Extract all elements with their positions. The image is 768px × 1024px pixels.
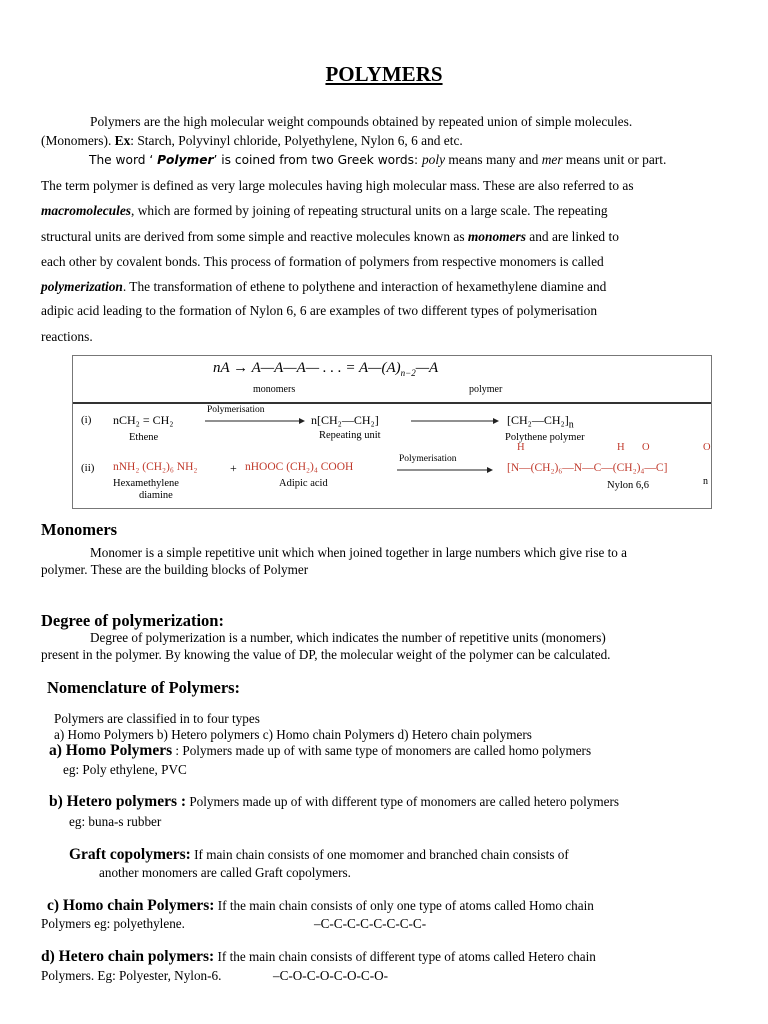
nomenclature-heading: Nomenclature of Polymers:	[47, 678, 241, 697]
repeating-unit-formula: n[CH₂—CH₂]	[311, 413, 379, 427]
general-equation-end: —A	[415, 360, 439, 376]
diamine-label: diamine	[139, 490, 173, 501]
intro-text: The word ‘	[89, 153, 158, 167]
hetero-polymers-example: eg: buna-s rubber	[69, 814, 162, 829]
hetero-chain-text: If the main chain consists of different type of atoms called Hetero chain	[214, 949, 596, 964]
poly-term: poly	[421, 152, 446, 167]
para2-line-5	[41, 279, 606, 295]
para2-text: and are linked to	[525, 229, 619, 244]
repeating-unit-label: Repeating unit	[319, 430, 381, 441]
macromolecules-term: macromolecules	[41, 203, 132, 218]
para2-line-4: each other by covalent bonds. This process of formation of polymers from respective monomers is called	[41, 254, 604, 269]
polymerization-term: polymerization	[41, 279, 123, 294]
general-equation-row	[73, 356, 711, 404]
para2-line-2	[41, 203, 608, 219]
para2-line-6: adipic acid leading to the formation of Nylon 6, 6 are examples of two different types of polymerisation	[41, 303, 598, 318]
monomers-line-1: Monomer is a simple repetitive unit which when joined together in large numbers which give rise to a	[90, 545, 628, 560]
reactions-row	[73, 404, 711, 504]
dp-line-2: present in the polymer. By knowing the value of DP, the molecular weight of the polymer can be calculated.	[41, 647, 611, 662]
monomers-line-2: polymer. These are the building blocks of Polymer	[41, 562, 309, 577]
dp-heading: Degree of polymerization:	[41, 611, 224, 630]
arrow-3-icon	[397, 465, 493, 475]
graft-copolymers-heading: Graft copolymers:	[69, 846, 191, 863]
polymer-term: Polymer	[157, 153, 214, 167]
polythene-unit: [CH₂—CH₂]	[507, 413, 569, 427]
general-equation-subscript: n−2	[400, 368, 416, 378]
hetero-chain-structure: –C-O-C-O-C-O-C-O-	[273, 968, 389, 983]
intro-text: (Monomers).	[41, 133, 115, 148]
homo-chain-heading: c) Homo chain Polymers:	[47, 897, 215, 914]
polymer-label: polymer	[469, 384, 503, 395]
nylon-n: n	[703, 476, 708, 487]
reaction-2-number: (ii)	[81, 462, 95, 474]
ethene-formula: nCH₂ = CH₂	[113, 413, 174, 427]
adipic-acid-formula: nHOOC (CH₂)₄ COOH	[245, 461, 354, 473]
reaction-1-number: (i)	[81, 414, 92, 426]
dp-line-1: Degree of polymerization is a number, which indicates the number of repetitive units (monomers)	[90, 630, 606, 645]
polythene-formula	[507, 413, 574, 430]
ethene-label: Ethene	[129, 432, 159, 443]
para2-text: , which are formed by joining of repeating structural units on a large scale. The repeating	[131, 203, 608, 218]
intro-text: means unit or part.	[562, 152, 667, 167]
hetero-chain-definition	[41, 948, 596, 966]
page-title: POLYMERS	[325, 62, 443, 86]
nomenclature-line-1: Polymers are classified in to four types	[54, 711, 260, 726]
homo-chain-line-2: Polymers eg: polyethylene.	[41, 916, 185, 931]
intro-line-3	[89, 152, 666, 168]
hetero-polymers-definition	[49, 793, 619, 811]
polymerisation-label-1: Polymerisation	[207, 405, 265, 415]
hexamethylene-diamine-formula: nNH₂ (CH₂)₆ NH₂	[113, 461, 198, 473]
graft-copolymers-line-2: another monomers are called Graft copolymers.	[99, 865, 351, 880]
monomers-term: monomers	[467, 229, 526, 244]
para2-line-3	[41, 229, 619, 245]
adipic-acid-label: Adipic acid	[279, 478, 328, 489]
nylon-label: Nylon 6,6	[607, 480, 649, 491]
monomers-label: monomers	[253, 384, 296, 395]
o-atom-1: O	[642, 442, 650, 453]
example-label: Ex	[114, 133, 131, 148]
general-equation-text: nA → A—A—A— . . . = A—(A)	[213, 360, 401, 376]
reaction-figure	[72, 355, 712, 509]
monomers-heading: Monomers	[41, 520, 118, 539]
hexamethylene-label: Hexamethylene	[113, 478, 179, 489]
arrow-1-icon	[205, 416, 305, 426]
plus-sign: +	[230, 461, 237, 475]
para2-text: . The transformation of ethene to polythene and interaction of hexamethylene diamine and	[122, 279, 607, 294]
homo-polymers-example: eg: Poly ethylene, PVC	[63, 762, 187, 777]
graft-copolymers-definition	[69, 846, 569, 864]
o-atom-2: O	[703, 442, 711, 453]
graft-copolymers-text: If main chain consists of one momomer and branched chain consists of	[190, 847, 569, 862]
intro-text: ’ is coined from two Greek words:	[213, 153, 422, 167]
h-atom-2: H	[617, 442, 625, 453]
homo-chain-structure: –C-C-C-C-C-C-C-C-	[314, 916, 427, 931]
intro-line-2	[41, 133, 463, 149]
polymerisation-label-2: Polymerisation	[399, 454, 457, 464]
h-atom-1: H	[517, 442, 525, 453]
para2-text: structural units are derived from some simple and reactive molecules known as	[41, 229, 468, 244]
hetero-chain-line-2: Polymers. Eg: Polyester, Nylon-6.	[41, 968, 222, 983]
intro-line-1: Polymers are the high molecular weight compounds obtained by repeated union of simple molecules.	[90, 114, 633, 129]
polythene-n: n	[568, 419, 574, 431]
mer-term: mer	[541, 152, 563, 167]
homo-polymers-definition	[49, 742, 591, 760]
polythene-label: Polythene polymer	[505, 432, 585, 443]
nomenclature-line-2: a) Homo Polymers b) Hetero polymers c) Homo chain Polymers d) Hetero chain polymers	[54, 727, 532, 742]
hetero-polymers-text: Polymers made up of with different type of monomers are called hetero polymers	[186, 794, 620, 809]
hetero-polymers-heading: b) Hetero polymers :	[49, 793, 187, 810]
homo-polymers-text: : Polymers made up of with same type of monomers are called homo polymers	[172, 743, 592, 758]
para2-line-1: The term polymer is defined as very large molecules having high molecular mass. These are also referred to as	[41, 178, 634, 193]
hetero-chain-heading: d) Hetero chain polymers:	[41, 948, 215, 965]
para2-line-7: reactions.	[41, 329, 93, 344]
homo-polymers-heading: a) Homo Polymers	[49, 742, 173, 759]
intro-examples: : Starch, Polyvinyl chloride, Polyethylene, Nylon 6, 6 and etc.	[130, 133, 463, 148]
general-equation	[213, 360, 438, 378]
homo-chain-definition	[47, 897, 594, 915]
homo-chain-text: If the main chain consists of only one type of atoms called Homo chain	[214, 898, 594, 913]
nylon-formula: [N—(CH₂)₆—N—C—(CH₂)₄—C]	[507, 462, 668, 474]
arrow-2-icon	[411, 416, 499, 426]
intro-text: means many and	[445, 152, 542, 167]
